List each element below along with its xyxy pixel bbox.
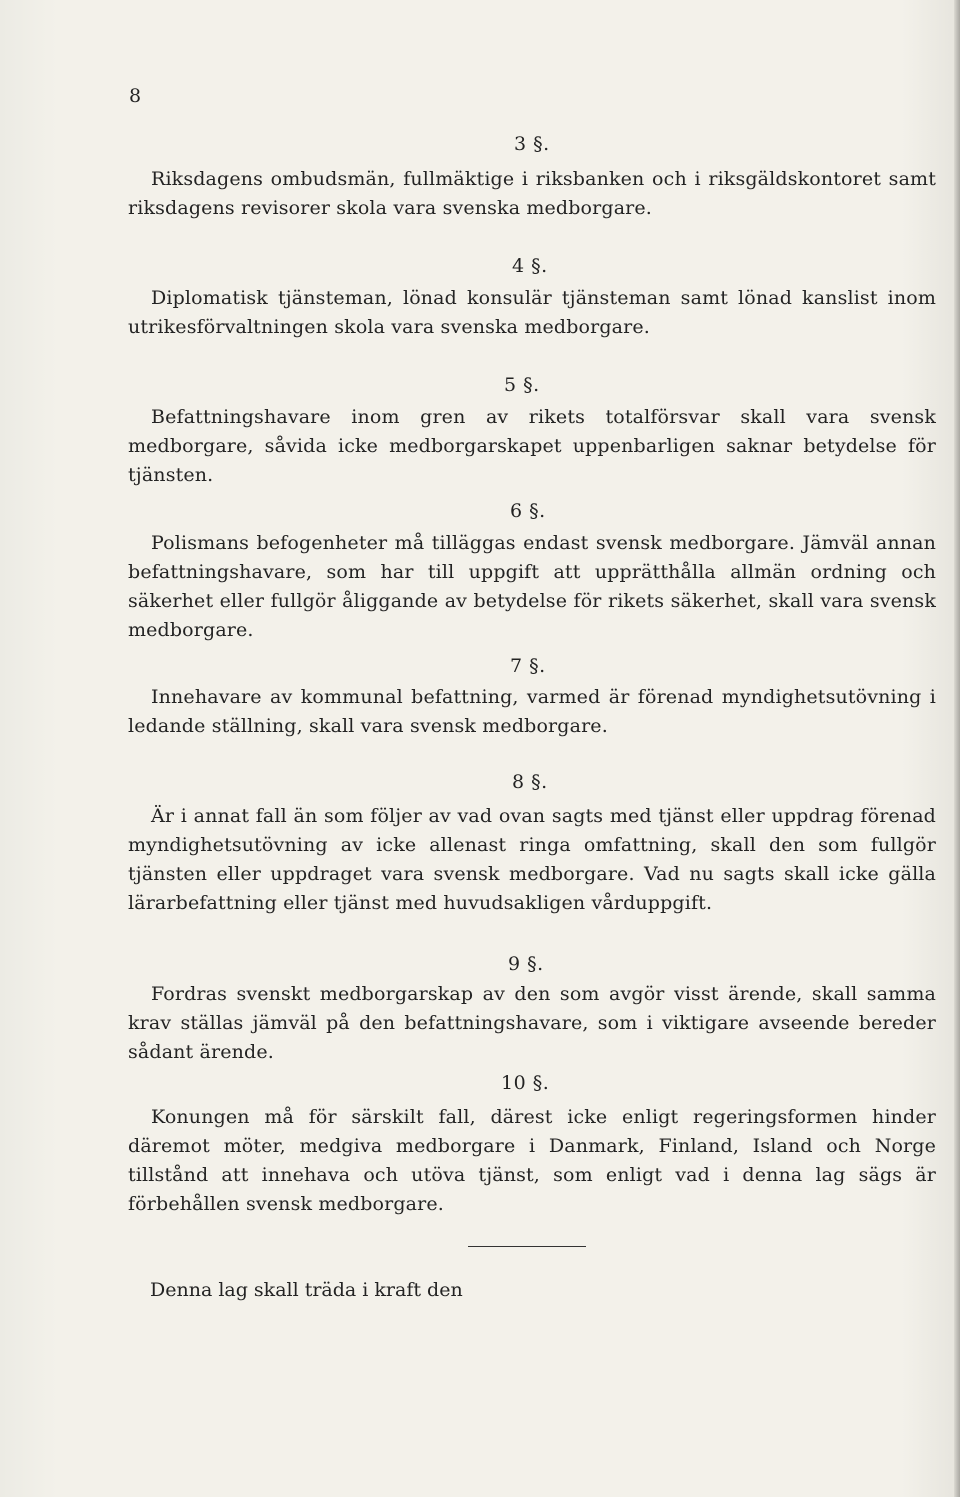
horizontal-rule xyxy=(468,1246,586,1247)
section-text-4: Diplomatisk tjänsteman, lönad konsulär tjänsteman samt lönad kanslist inom utrikesförvaltningen skola vara svenska medborgare. xyxy=(128,287,936,338)
section-text-8: Är i annat fall än som följer av vad ovan sagts med tjänst eller uppdrag förenad myndighetsutövning av icke allenast ringa omfattning, skall den som fullgör tjänsten eller uppdraget vara svensk medborgare. Vad nu sagts skall icke gälla lärarbefattning eller tjänst med huvudsakligen vårduppgift. xyxy=(128,805,936,914)
section-text-9: Fordras svenskt medborgarskap av den som avgör visst ärende, skall samma krav ställas jämväl på den befattningshavare, som i viktigare avseende bereder sådant ärende. xyxy=(128,983,936,1063)
page-edge xyxy=(954,0,960,1497)
section-heading-7: 7 §. xyxy=(510,655,546,677)
section-text-6: Polismans befogenheter må tilläggas endast svensk medborgare. Jämväl annan befattningshavare, som har till uppgift att upprätthålla allmän ordning och säkerhet eller fullgör åliggande av betydelse för rikets säkerhet, skall vara svensk medborgare. xyxy=(128,532,936,641)
section-heading-9: 9 §. xyxy=(508,953,544,975)
section-heading-5: 5 §. xyxy=(504,374,540,396)
section-heading-4: 4 §. xyxy=(512,255,548,277)
section-heading-8: 8 §. xyxy=(512,771,548,793)
section-text-7: Innehavare av kommunal befattning, varmed är förenad myndighetsutövning i ledande ställning, skall vara svensk medborgare. xyxy=(128,686,936,737)
section-heading-10: 10 §. xyxy=(501,1072,550,1094)
section-text-3: Riksdagens ombudsmän, fullmäktige i riksbanken och i riksgäldskontoret samt riksdagens revisorer skola vara svenska medborgare. xyxy=(128,168,936,219)
closing-statement: Denna lag skall träda i kraft den xyxy=(150,1279,463,1301)
page-number: 8 xyxy=(129,85,142,107)
section-text-10: Konungen må för särskilt fall, därest icke enligt regeringsformen hinder däremot möter, medgiva medborgare i Danmark, Finland, Island och Norge tillstånd att innehava och utöva tjänst, som enligt vad i denna lag sägs är förbehållen svensk medborgare. xyxy=(128,1106,936,1215)
section-heading-3: 3 §. xyxy=(514,133,550,155)
section-heading-6: 6 §. xyxy=(510,500,546,522)
section-text-5: Befattningshavare inom gren av rikets totalförsvar skall vara svensk medborgare, såvida icke medborgarskapet uppenbarligen saknar betydelse för tjänsten. xyxy=(128,406,936,486)
